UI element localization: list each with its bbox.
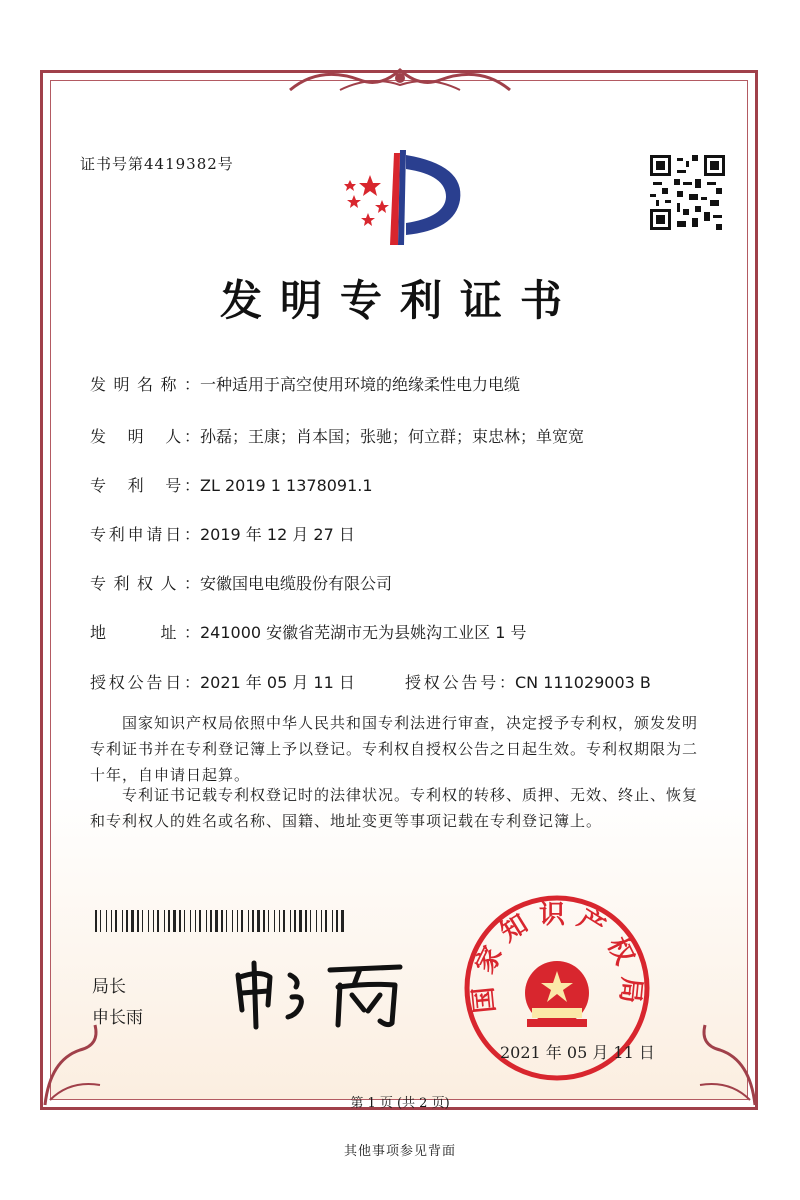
patent-office-logo-icon <box>340 145 470 250</box>
field-label: 地 址： <box>90 623 200 642</box>
field-label: 专 利 号： <box>90 476 200 495</box>
director-title: 局长 <box>92 977 126 997</box>
field-patent-no <box>90 473 373 496</box>
field-value: ZL 2019 1 1378091.1 <box>200 476 373 495</box>
legal-paragraph-2: 专利证书记载专利权登记时的法律状况。专利权的转移、质押、无效、终止、恢复和专利权人的姓名或名称、国籍、地址变更等事项记载在专利登记簿上。 <box>90 786 699 830</box>
field-grant-date <box>90 670 355 693</box>
field-value: 孙磊；王康；肖本国；张驰；何立群；束忠林；单宽宽 <box>200 427 585 446</box>
field-filing-date <box>90 522 355 545</box>
qr-code-icon <box>650 155 725 230</box>
field-label: 授权公告号： <box>405 673 515 692</box>
field-label: 专利申请日： <box>90 525 200 544</box>
barcode-icon <box>95 910 345 932</box>
certificate-number: 证书号第4419382号 <box>80 155 234 173</box>
field-address <box>90 620 527 643</box>
field-value: CN 111029003 B <box>515 673 651 692</box>
field-patentee <box>90 571 392 594</box>
field-inventors <box>90 424 584 447</box>
top-ornament-icon <box>280 60 520 100</box>
seal-text: 国家知识产权局 <box>467 900 647 1015</box>
field-label: 专利权人： <box>90 574 200 593</box>
page-number: 第 1 页 (共 2 页) <box>350 1096 450 1111</box>
certificate-title: 发明专利证书 <box>219 276 580 325</box>
field-value: 2021 年 05 月 11 日 <box>200 673 355 692</box>
field-value: 2019 年 12 月 27 日 <box>200 525 355 544</box>
field-invention-name <box>90 372 520 395</box>
field-label: 发明名称： <box>90 375 200 394</box>
field-value: 241000 安徽省芜湖市无为县姚沟工业区 1 号 <box>200 623 527 642</box>
field-label: 授权公告日： <box>90 673 200 692</box>
field-label: 发 明 人： <box>90 427 200 446</box>
field-value: 安徽国电电缆股份有限公司 <box>200 574 393 593</box>
legal-paragraph-1: 国家知识产权局依照中华人民共和国专利法进行审查，决定授予专利权，颁发发明专利证书并在专利登记簿上予以登记。专利权自授权公告之日起生效。专利权期限为二十年，自申请日起算。 <box>90 714 699 784</box>
field-grant-no <box>405 670 651 693</box>
field-value: 一种适用于高空使用环境的绝缘柔性电力电缆 <box>200 375 521 394</box>
director-name: 申长雨 <box>92 1008 143 1028</box>
director-signature-icon <box>230 955 410 1035</box>
footer-note: 其他事项参见背面 <box>343 1144 456 1159</box>
seal-date: 2021 年 05 月 11 日 <box>500 1043 655 1062</box>
